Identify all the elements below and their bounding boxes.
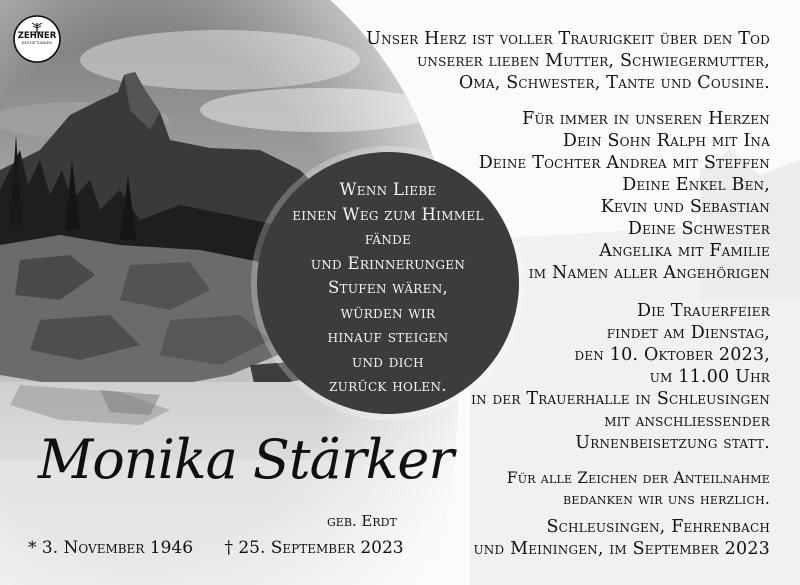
service-line: mit anschliessender bbox=[604, 411, 770, 431]
mourners-line: Für immer in unseren Herzen bbox=[522, 109, 770, 129]
life-dates bbox=[28, 538, 404, 558]
place-and-date bbox=[473, 516, 770, 560]
mourners-list bbox=[479, 108, 770, 284]
poem-line: zurück holen. bbox=[329, 376, 447, 395]
thanks-text bbox=[507, 468, 770, 510]
mourners-line: Deine Tochter Andrea mit Steffen bbox=[478, 153, 770, 173]
service-line: Die Trauerfeier bbox=[637, 301, 770, 321]
poem-line: und dich bbox=[352, 351, 424, 371]
poem-line: fände bbox=[364, 229, 412, 248]
intro-text bbox=[366, 28, 770, 94]
service-line: findet am Dienstag, bbox=[606, 323, 770, 343]
birth-date: * 3. November 1946 bbox=[28, 538, 194, 558]
service-line: um 11.00 Uhr bbox=[649, 367, 770, 387]
intro-line: Unser Herz ist voller Traurigkeit über den Tod bbox=[366, 29, 770, 49]
death-date: † 25. September 2023 bbox=[224, 538, 404, 558]
mourners-line: Deine Schwester bbox=[627, 219, 770, 239]
logo-name: ZEHNER bbox=[17, 31, 57, 41]
thanks-line: Für alle Zeichen der Anteilnahme bbox=[506, 469, 770, 487]
poem-line: Wenn Liebe bbox=[339, 180, 437, 199]
thanks-line: bedanken wir uns herzlich. bbox=[563, 490, 770, 508]
poem-line: einen Weg zum Himmel bbox=[292, 204, 484, 224]
mourners-line: Angelika mit Familie bbox=[599, 241, 770, 261]
service-line: den 10. Oktober 2023, bbox=[574, 345, 770, 365]
mourners-line: im Namen aller Angehörigen bbox=[528, 263, 770, 283]
place-line: und Meiningen, im September 2023 bbox=[473, 539, 770, 559]
mourners-line: Dein Sohn Ralph mit Ina bbox=[562, 131, 770, 151]
poem-line: hinauf steigen bbox=[327, 327, 449, 346]
place-line: Schleusingen, Fehrenbach bbox=[546, 517, 770, 537]
deceased-name: Monika Stärker bbox=[38, 428, 454, 491]
service-line: in der Trauerhalle in Schleusingen bbox=[471, 389, 770, 409]
maiden-name: geb. Erdt bbox=[327, 512, 397, 530]
mourners-line: Kevin und Sebastian bbox=[600, 197, 770, 217]
poem-line: und Erinnerungen bbox=[310, 253, 466, 273]
poem-line: würden wir bbox=[340, 302, 436, 322]
poem-line: Stufen wären, bbox=[327, 278, 449, 297]
funeral-service-info bbox=[471, 300, 770, 454]
service-line: Urnenbeisetzung statt. bbox=[575, 433, 770, 453]
intro-line: Oma, Schwester, Tante und Cousine. bbox=[458, 73, 770, 93]
intro-line: unserer lieben Mutter, Schwiegermutter, bbox=[417, 51, 770, 71]
logo-subtitle: BESTATTUNGEN bbox=[22, 41, 52, 45]
mourners-line: Deine Enkel Ben, bbox=[622, 175, 770, 195]
